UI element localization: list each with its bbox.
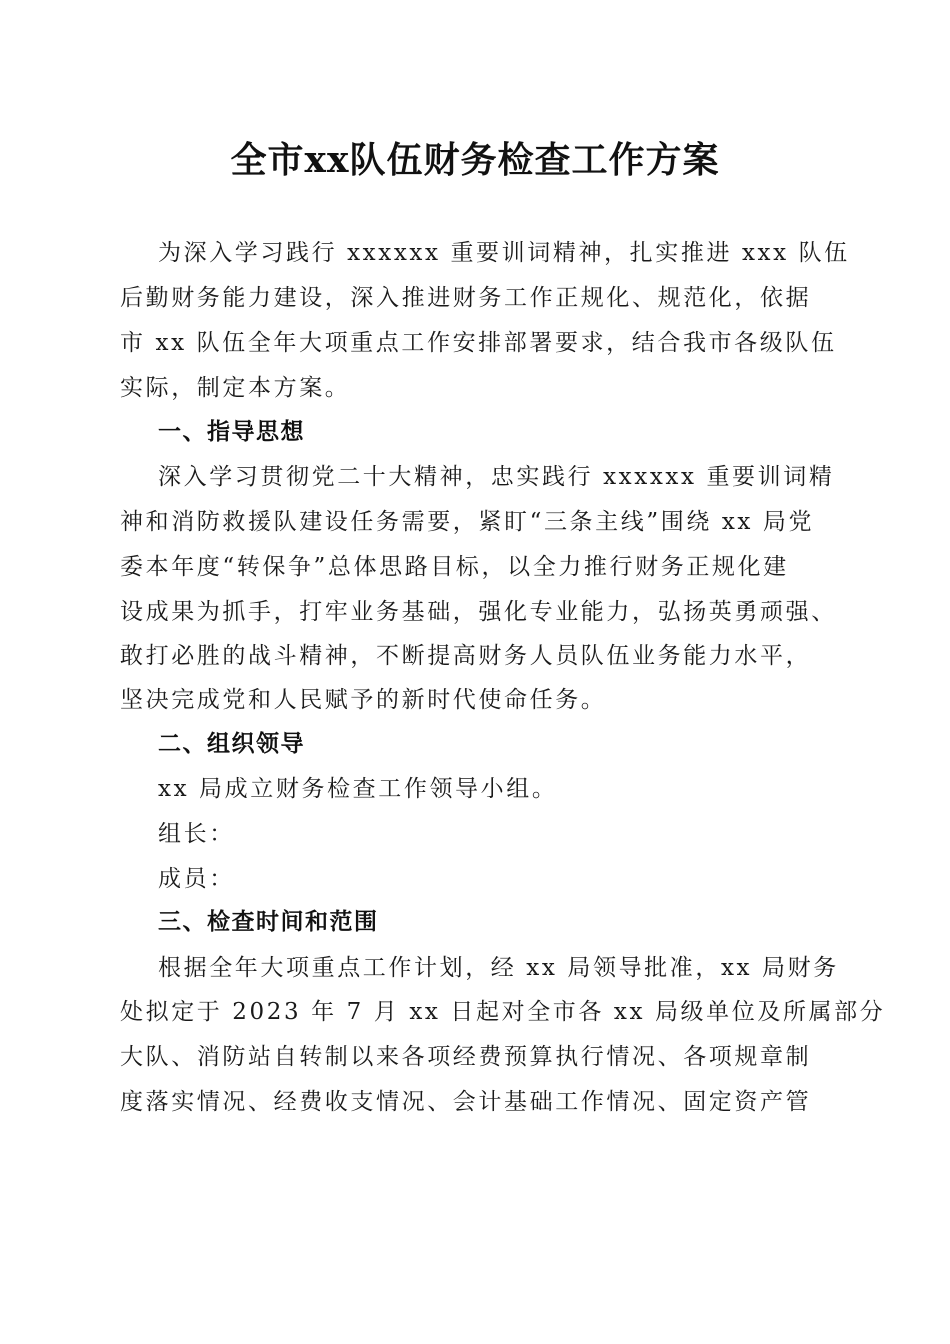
section-heading-guiding-ideology: 一、指导思想 [158, 419, 305, 445]
section1-line-3: 委本年度“转保争”总体思路目标，以全力推行财务正规化建 [120, 554, 789, 580]
section1-line-2: 神和消防救援队建设任务需要，紧盯“三条主线”围绕 xx 局党 [120, 509, 815, 535]
section1-line-5: 敢打必胜的战斗精神，不断提高财务人员队伍业务能力水平， [120, 643, 812, 669]
section3-line-2: 处拟定于 2023 年 7 月 xx 日起对全市各 xx 局级单位及所属部分 [120, 999, 886, 1025]
section1-line-4: 设成果为抓手，打牢业务基础，强化专业能力，弘扬英勇顽强、 [120, 599, 837, 625]
section1-line-1: 深入学习贯彻党二十大精神，忠实践行 xxxxxx 重要训词精 [158, 464, 835, 490]
section3-line-4: 度落实情况、经费收支情况、会计基础工作情况、固定资产管 [120, 1089, 812, 1115]
section1-line-6: 坚决完成党和人民赋予的新时代使命任务。 [120, 687, 607, 713]
section-heading-organization: 二、组织领导 [158, 731, 305, 757]
intro-line-1: 为深入学习践行 xxxxxx 重要训词精神，扎实推进 xxx 队伍 [158, 240, 850, 266]
section-heading-time-scope: 三、检查时间和范围 [158, 909, 379, 935]
document-title: 全市xx队伍财务检查工作方案 [230, 139, 720, 181]
intro-line-4: 实际，制定本方案。 [120, 375, 351, 401]
section2-line-members: 成员： [158, 866, 235, 892]
section3-line-1: 根据全年大项重点工作计划，经 xx 局领导批准，xx 局财务 [158, 955, 839, 981]
section2-line-leader: 组长： [158, 821, 235, 847]
section3-line-3: 大队、消防站自转制以来各项经费预算执行情况、各项规章制 [120, 1044, 812, 1070]
intro-line-3: 市 xx 队伍全年大项重点工作安排部署要求，结合我市各级队伍 [120, 330, 837, 356]
intro-line-2: 后勤财务能力建设，深入推进财务工作正规化、规范化，依据 [120, 285, 812, 311]
section2-line-1: xx 局成立财务检查工作领导小组。 [158, 776, 558, 802]
